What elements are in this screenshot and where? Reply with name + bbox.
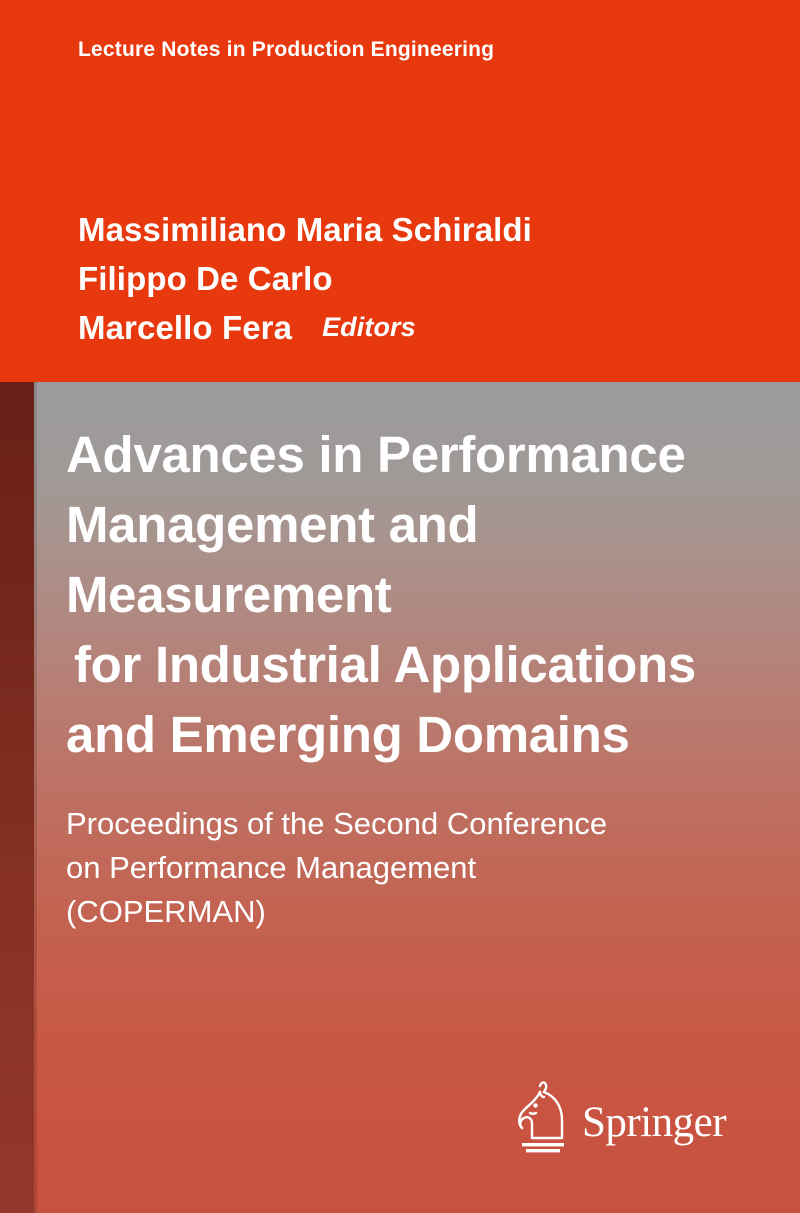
cover-spine-edge [34, 382, 37, 1213]
editors-role-label: Editors [322, 312, 416, 342]
title-line: and Emerging Domains [66, 706, 630, 763]
cover-main-area [0, 382, 800, 1213]
title-line: Advances in Performance [66, 426, 686, 483]
editor-name: Filippo De Carlo [78, 260, 333, 297]
page-title [66, 420, 766, 770]
subtitle-line: Proceedings of the Second Conference [66, 806, 608, 841]
subtitle-line: on Performance Management [66, 850, 477, 885]
subtitle-line: (COPERMAN) [66, 894, 266, 929]
cover-spine-strip [0, 382, 34, 1213]
publisher-name: Springer [582, 1099, 727, 1146]
editor-name-with-role [78, 303, 738, 355]
book-subtitle [66, 802, 756, 934]
series-title: Lecture Notes in Production Engineering [78, 38, 495, 61]
editor-name: Massimiliano Maria Schiraldi [78, 211, 532, 248]
title-line: Measurement [66, 566, 392, 623]
series-band [0, 0, 800, 382]
editor-name: Marcello Fera [78, 309, 293, 346]
title-line: Management and [66, 496, 479, 553]
publisher-logo [510, 1080, 740, 1160]
title-line: for Industrial Applications [74, 636, 696, 693]
springer-knight-icon [510, 1080, 576, 1161]
editors-block [78, 205, 738, 355]
